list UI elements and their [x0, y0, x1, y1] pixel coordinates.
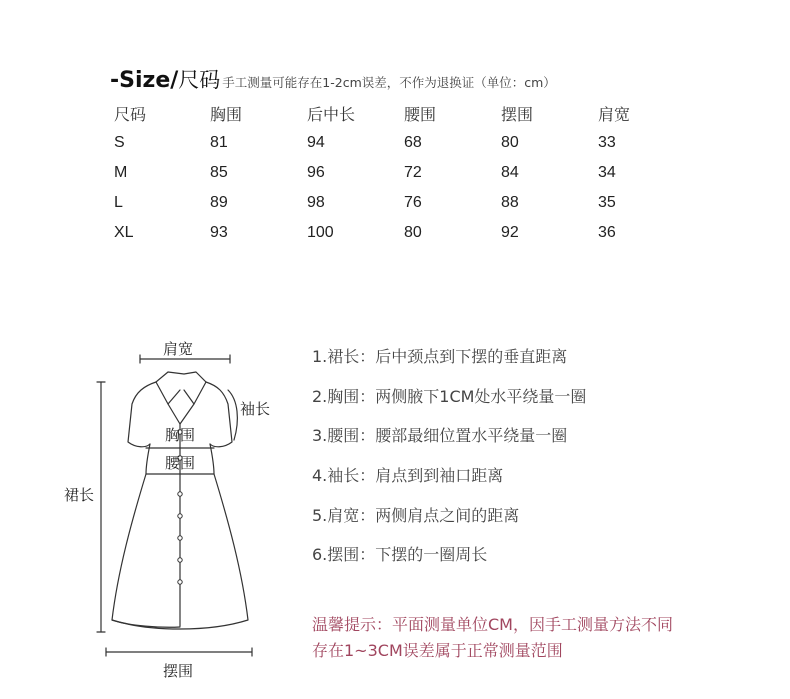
table-cell: 94 — [307, 134, 325, 151]
size-table — [114, 98, 695, 248]
table-cell: 80 — [404, 224, 422, 241]
table-cell: XL — [114, 224, 134, 241]
instruction-item: 3.腰围：腰部最细位置水平绕量一圈 — [312, 426, 568, 446]
table-cell: 80 — [501, 134, 519, 151]
waist-label: 腰围 — [165, 454, 196, 472]
instruction-item: 4.袖长：肩点到到袖口距离 — [312, 466, 504, 486]
hem-label: 摆围 — [163, 662, 194, 680]
measurement-instructions — [312, 344, 586, 582]
table-cell: 93 — [210, 224, 228, 241]
table-cell: 68 — [404, 134, 422, 151]
table-cell: 35 — [598, 194, 616, 211]
table-row — [114, 128, 695, 158]
table-cell: 34 — [598, 164, 616, 181]
reminder-line-2: 存在1~3CM误差属于正常测量范围 — [312, 641, 563, 660]
sleeve-label: 袖长 — [240, 400, 271, 418]
table-cell: 96 — [307, 164, 325, 181]
table-header-row — [114, 98, 695, 128]
table-cell: 33 — [598, 134, 616, 151]
instruction-item: 5.肩宽：两侧肩点之间的距离 — [312, 505, 520, 525]
column-header: 胸围 — [210, 104, 243, 124]
dress-measurement-diagram — [60, 330, 290, 690]
table-cell: 100 — [307, 224, 334, 241]
size-label: -Size/ — [110, 68, 179, 93]
table-cell: 36 — [598, 224, 616, 241]
table-cell: 89 — [210, 194, 228, 211]
table-cell: 85 — [210, 164, 228, 181]
instruction-item: 2.胸围：两侧腋下1CM处水平绕量一圈 — [312, 386, 587, 406]
dress-sketch-icon — [60, 330, 290, 690]
column-header: 腰围 — [404, 104, 437, 124]
table-row — [114, 218, 695, 248]
warm-reminder — [312, 612, 762, 664]
table-cell: 98 — [307, 194, 325, 211]
instruction-item: 1.裙长：后中颈点到下摆的垂直距离 — [312, 347, 568, 366]
column-header: 摆围 — [501, 104, 534, 124]
size-label-zh: 尺码 — [178, 68, 221, 92]
column-header: 尺码 — [114, 104, 147, 124]
chest-label: 胸围 — [165, 426, 196, 444]
table-cell: 76 — [404, 194, 422, 211]
table-row — [114, 158, 695, 188]
column-header: 后中长 — [307, 104, 356, 124]
reminder-line-1: 温馨提示：平面测量单位CM，因手工测量方法不同 — [312, 615, 673, 634]
table-row — [114, 188, 695, 218]
length-label: 裙长 — [64, 486, 95, 504]
table-cell: S — [114, 134, 125, 151]
table-cell: 84 — [501, 164, 519, 181]
column-header: 肩宽 — [598, 104, 631, 124]
table-cell: 92 — [501, 224, 519, 241]
table-cell: 81 — [210, 134, 228, 151]
measurement-note: 手工测量可能存在1-2cm误差，不作为退换证（单位：cm） — [222, 75, 556, 90]
table-cell: 88 — [501, 194, 519, 211]
size-chart-header — [110, 64, 556, 94]
table-cell: 72 — [404, 164, 422, 181]
shoulder-label: 肩宽 — [163, 340, 194, 358]
instruction-item: 6.摆围：下摆的一圈周长 — [312, 545, 488, 565]
table-cell: M — [114, 164, 128, 181]
table-cell: L — [114, 194, 123, 211]
